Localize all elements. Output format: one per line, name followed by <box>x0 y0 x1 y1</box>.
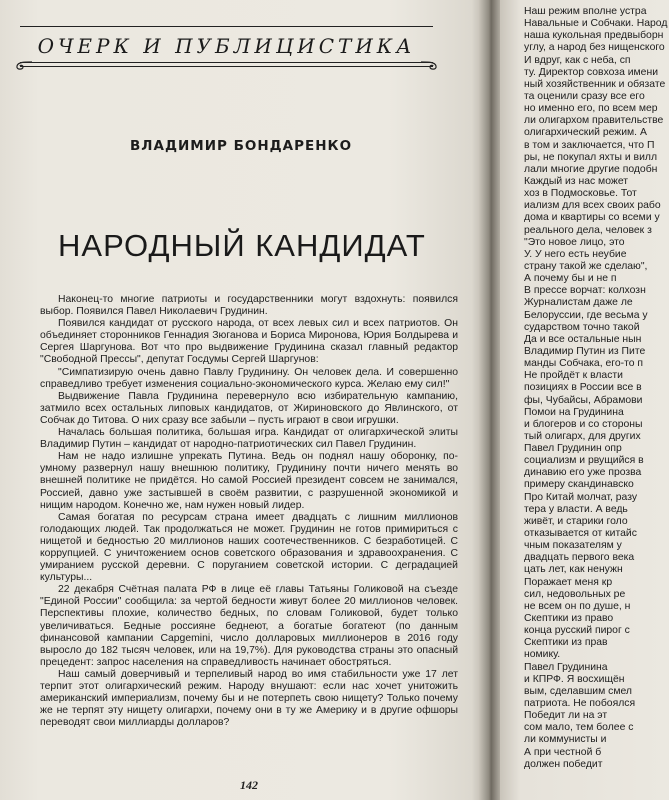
right-page-line: дома и квартиры со всеми у <box>524 212 660 224</box>
scroll-ornament-right-icon <box>419 58 439 72</box>
right-page-line: Каждый из нас может <box>524 175 629 187</box>
right-page-line: Победит ли на эт <box>524 710 608 722</box>
right-page-line: та оценили сразу все его <box>524 90 645 102</box>
paragraph: Нам не надо излишне упрекать Путина. Ведь он поднял нашу оборонку, по-умному развернул нашу внешнюю политику, Грудинину почти ничего менять во внешней политике не придётся. Но самой Россией президент совсем не занимался, Россией, давно уже застывшей в своём развитии, с разрушенной экономикой и нищим народом. Конечно же, нам нужен новый лидер. <box>40 451 458 511</box>
article-body <box>40 294 458 729</box>
paragraph: Наш самый доверчивый и терпеливый народ во имя стабильности уже 17 лет терпит этот олигархический режим. Народу внушают: если нас хочет унитожить американский империализм, почему бы и не потерпеть свою нищету? Только почему же не терпят эту нищету олигархи, почему они в ту же Америку и в другие офшоры переводят свои миллиарды долларов? <box>40 668 458 729</box>
right-page <box>500 0 669 800</box>
right-page-line: Павел Грудинина <box>524 661 608 673</box>
right-page-line: Скептики из прав <box>524 637 608 649</box>
right-page-line: страну такой же сделаю", <box>524 260 648 272</box>
right-page-line: позициях в России все в <box>524 382 642 394</box>
right-page-line: Про Китай молчат, разу <box>524 491 638 503</box>
right-page-line: Помои на Грудинина <box>524 406 624 418</box>
book-gutter <box>478 0 502 800</box>
right-page-line: реального дела, человек з <box>524 224 652 236</box>
right-page-line: и блогеров и со стороны <box>524 418 643 430</box>
right-page-line: примеру скандинавско <box>524 479 634 491</box>
page-number: 142 <box>240 778 258 792</box>
right-page-line: Скептики из право <box>524 613 614 625</box>
right-page-line: тый олигарх, для других <box>524 430 641 442</box>
right-page-line: двадцать первого века <box>524 552 635 564</box>
right-page-line: ли олигархом правительстве <box>524 115 664 127</box>
right-page-line: хоз в Подмосковье. Тот <box>524 188 637 200</box>
banner-bottom-rule-thin <box>20 66 433 67</box>
paragraph: Началась большая политика, большая игра. Кандидат от олигархической элиты Владимир Путин – кандидат от народно-патриотических сил Павел Грудинин. <box>40 427 458 451</box>
right-page-text <box>524 6 669 771</box>
paragraph: Выдвижение Павла Грудинина перевернуло всю избирательную кампанию, затмило всех остальных липовых кандидатов, от Жириновского до Явлинского, от Собчак до Титова. О них сразу все забыли – пусть играют в свои игрушки. <box>40 390 458 426</box>
right-page-line: У. У него есть неубие <box>524 248 627 260</box>
section-banner <box>20 20 433 68</box>
paragraph: "Симпатизирую очень давно Павлу Грудинину. Он человек дела. И совершенно справедливо требует изменения социально-экономического курса. Желаю ему сил!" <box>40 366 458 390</box>
right-page-line: Владимир Путин из Пите <box>524 345 646 357</box>
right-page-line: социализм и рвущийся в <box>524 455 644 467</box>
right-page-line: И вдруг, как с неба, сп <box>524 54 631 66</box>
right-page-line: живёт, и старики голо <box>524 515 628 527</box>
right-page-line: ту. Директор совхоза имени <box>524 66 659 78</box>
section-title: ОЧЕРК И ПУБЛИЦИСТИКА <box>37 34 416 58</box>
right-page-line: динавию его уже прозва <box>524 467 642 479</box>
right-page-line: номику. <box>524 649 561 661</box>
right-page-line: отказывается от китайс <box>524 528 637 540</box>
banner-bottom-rule <box>20 62 433 63</box>
right-page-line: Журналистам даже ле <box>524 297 633 309</box>
right-page-line: ры, не покупал яхты и вилл <box>524 151 658 163</box>
right-page-line: Не пройдёт к власти <box>524 370 623 382</box>
right-page-line: "Это новое лицо, это <box>524 236 625 248</box>
right-page-line: иализм для всех своих рабо <box>524 200 661 212</box>
right-page-line: Да и все остальные нын <box>524 333 642 345</box>
right-page-line: в том и заключается, что П <box>524 139 655 151</box>
right-page-line: сил, недовольных ре <box>524 588 626 600</box>
right-page-line: лали многие другие подобн <box>524 163 658 175</box>
right-page-line: чным показателям у <box>524 540 622 552</box>
right-page-line: А почему бы и не п <box>524 273 617 285</box>
author-name: ВЛАДИМИР БОНДАРЕНКО <box>130 138 353 154</box>
right-page-line: Белоруссии, где весьма у <box>524 309 648 321</box>
paragraph: 22 декабря Счётная палата РФ в лице её главы Татьяны Голиковой на съезде "Единой России" сообщила: за чертой бедности живут более 20 миллионов человек. Перспективы плохие, количество бедных, по словам Голиковой, будет только увеличиваться. Бедные россияне беднеют, а богатые богатеют (по данным финансовой кампании Capgemini, число долларовых миллионеров в 2016 году выросло до 182 тысяч человек, или на 19,7%). Для руководства страны это опасный прецедент: запрос населения на справедливость начинает обостряться. <box>40 584 458 668</box>
paragraph: Самая богатая по ресурсам страна имеет двадцать с лишним миллионов голодающих людей. Так продолжаться не может. Грудинин не готов примириться с нищетой и бедностью 20 миллионов наших соотечественников. С безработицей. С коррупцией. С уничтожением основ советского образования и здравоохранения. С умиранием русской деревни. С поруганием советской истории. С деградацией культуры... <box>40 511 458 584</box>
right-page-line: В прессе ворчат: колхозн <box>524 285 646 297</box>
right-page-line: углу, а народ без нищенского <box>524 42 665 54</box>
banner-top-rule <box>20 26 433 27</box>
right-page-line: вым, сделавшим смел <box>524 685 632 697</box>
right-page-line: сом мало, тем более с <box>524 722 634 734</box>
right-page-line: сударством точно такой <box>524 321 640 333</box>
right-page-line: ли коммунисты и <box>524 734 607 746</box>
right-page-line: ный хозяйственник и обязате <box>524 78 666 90</box>
right-page-line: А при честной б <box>524 746 602 758</box>
right-page-line: не всем он по душе, н <box>524 600 631 612</box>
right-page-line: конца русский пирог с <box>524 625 630 637</box>
scroll-ornament-left-icon <box>14 58 34 72</box>
right-page-line: тера у власти. А ведь <box>524 503 628 515</box>
right-page-line: Наш режим вполне устра <box>524 6 647 17</box>
paragraph: Появился кандидат от русского народа, от всех левых сил и всех патриотов. Он объединяет сторонников Геннадия Зюганова и Бориса Миронова, Юрия Болдырева и Сергея Шаргунова. Вот что про выдвижение Грудинина сказал главный редактор "Свободной Прессы", депутат Госдумы Сергей Шаргунов: <box>40 318 458 366</box>
article-headline: НАРОДНЫЙ КАНДИДАТ <box>58 228 426 263</box>
right-page-line: Поражает меня кр <box>524 576 613 588</box>
right-page-line: и КПРФ. Я восхищён <box>524 673 625 685</box>
right-page-line: патриота. Не побоялся <box>524 698 636 710</box>
right-page-line: фы, Чубайсы, Абрамови <box>524 394 643 406</box>
right-page-line: наша кукольная предвыборн <box>524 30 664 42</box>
right-page-line: олигархический режим. А <box>524 127 647 139</box>
right-page-line: манды Собчака, его-то п <box>524 358 643 370</box>
paragraph: Наконец-то многие патриоты и государственники могут вздохнуть: появился выбор. Появился Павел Николаевич Грудинин. <box>40 294 458 318</box>
right-page-line: цать лет, как ненужн <box>524 564 623 576</box>
right-page-line: Павел Грудинин опр <box>524 443 622 455</box>
right-page-line: Навальные и Собчаки. Народ <box>524 18 668 30</box>
right-page-line: но именно его, по всем мер <box>524 103 658 115</box>
right-page-line: должен победит <box>524 758 603 770</box>
